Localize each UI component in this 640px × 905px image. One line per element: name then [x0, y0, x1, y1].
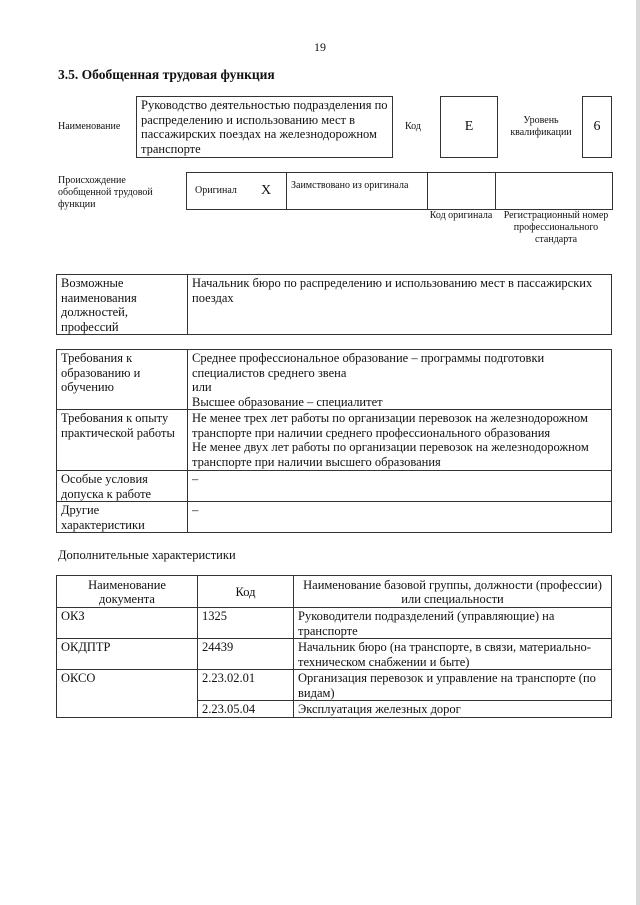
special-conditions-value: –: [188, 471, 612, 502]
original-label: Оригинал: [195, 185, 237, 196]
additional-title: Дополнительные характеристики: [58, 548, 236, 562]
row-doc: ОКДПТР: [57, 639, 198, 670]
row-code: 24439: [198, 639, 294, 670]
requirements-table: [56, 349, 612, 533]
scan-edge: [636, 0, 640, 905]
row-doc: [57, 701, 198, 718]
origin-label: Происхождение обобщенной трудовой функции: [58, 175, 153, 210]
origin-table: [186, 172, 613, 210]
positions-table: [56, 274, 612, 335]
divider: [495, 173, 496, 209]
positions-label: Возможные наименования должностей, профессий: [57, 275, 188, 335]
row-doc: ОКСО: [57, 670, 198, 701]
table-row: [57, 639, 612, 670]
header-code: Код: [198, 576, 294, 608]
other-characteristics-label: Другие характеристики: [57, 502, 188, 533]
borrowed-label: Заимствовано из оригинала: [291, 180, 409, 191]
table-row: [57, 502, 612, 533]
table-row: [57, 701, 612, 718]
row-name: Руководители подразделений (управляющие) на транспорте: [294, 608, 612, 639]
level-label: Уровень квалификации: [510, 115, 572, 138]
level-box: [582, 96, 612, 158]
row-doc: ОКЗ: [57, 608, 198, 639]
table-row: [57, 350, 612, 410]
positions-value: Начальник бюро по распределению и использованию мест в пассажирских поездах: [188, 275, 612, 335]
additional-table: [56, 575, 612, 718]
function-name: Руководство деятельностью подразделения по распределению и использованию мест в пассажирских поездах на железнодорожном транспорте: [141, 98, 388, 156]
code-label: Код: [405, 121, 421, 132]
row-name: Начальник бюро (на транспорте, в связи, материально-техническом снабжении и быте): [294, 639, 612, 670]
special-conditions-label: Особые условия допуска к работе: [57, 471, 188, 502]
header-document: Наименование документа: [57, 576, 198, 608]
code-value: E: [464, 119, 474, 134]
row-name: Эксплуатация железных дорог: [294, 701, 612, 718]
page-number: 19: [314, 40, 326, 54]
education-value: Среднее профессиональное образование – программы подготовки специалистов среднего звена или Высшее образование – специалитет: [188, 350, 612, 410]
table-row: [57, 608, 612, 639]
row-code: 2.23.02.01: [198, 670, 294, 701]
experience-value: Не менее трех лет работы по организации перевозок на железнодорожном транспорте при наличии среднего профессионального образования Не менее двух лет работы по организации перевозок на железнодорожном транспорте при наличии высшего образования: [188, 410, 612, 471]
other-characteristics-value: –: [188, 502, 612, 533]
divider: [427, 173, 428, 209]
education-label: Требования к образованию и обучению: [57, 350, 188, 410]
divider: [286, 173, 287, 209]
original-mark: X: [261, 183, 272, 198]
function-name-box: [136, 96, 393, 158]
table-row: [57, 670, 612, 701]
table-row: [57, 410, 612, 471]
table-row: [57, 275, 612, 335]
code-original-caption: Код оригинала: [429, 210, 493, 221]
experience-label: Требования к опыту практической работы: [57, 410, 188, 471]
row-code: 1325: [198, 608, 294, 639]
level-value: 6: [593, 119, 601, 134]
code-box: [440, 96, 498, 158]
row-code: 2.23.05.04: [198, 701, 294, 718]
table-row: [57, 471, 612, 502]
table-header-row: [57, 576, 612, 608]
row-name: Организация перевозок и управление на транспорте (по видам): [294, 670, 612, 701]
name-label: Наименование: [58, 121, 121, 132]
reg-number-caption: Регистрационный номер профессионального стандарта: [503, 210, 609, 245]
section-title: 3.5. Обобщенная трудовая функция: [58, 67, 275, 82]
header-name: Наименование базовой группы, должности (профессии) или специальности: [294, 576, 612, 608]
